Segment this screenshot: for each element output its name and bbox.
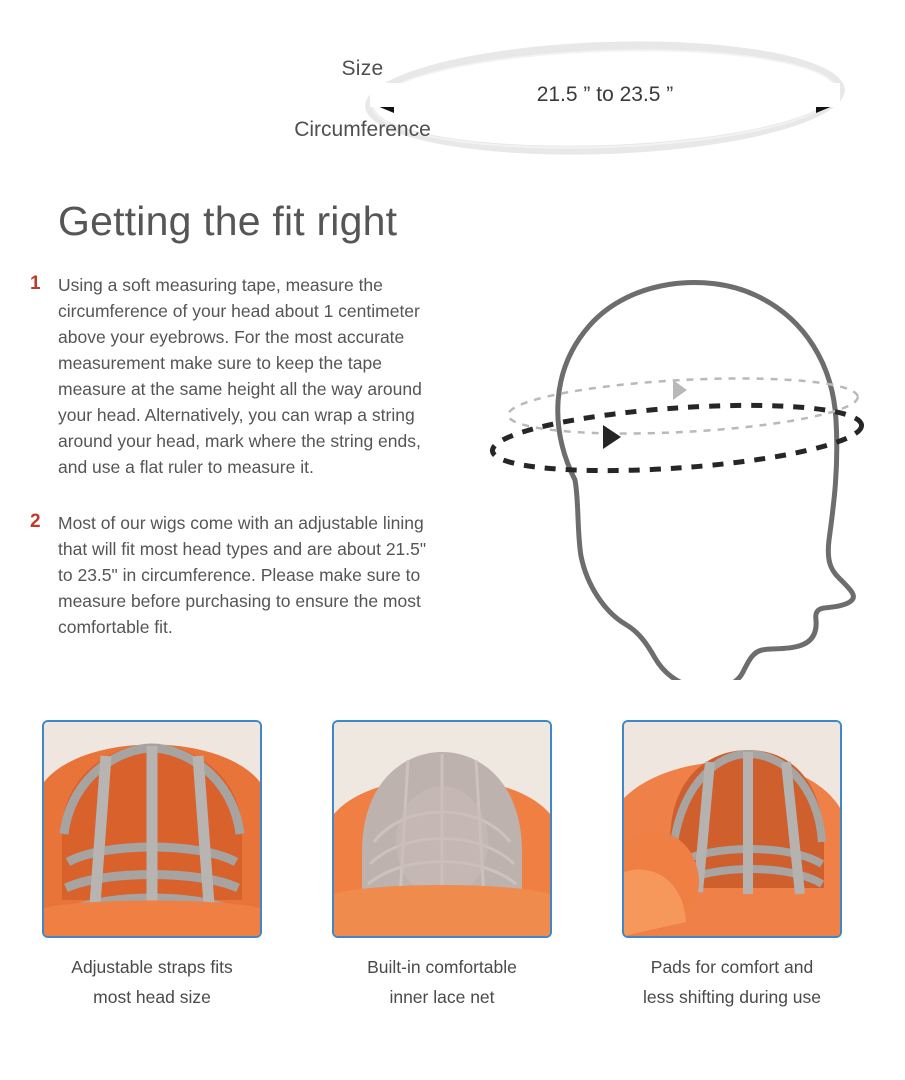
instruction-step-1 xyxy=(30,272,440,480)
measurement-arrow-row xyxy=(370,83,840,118)
feature-card xyxy=(622,720,842,1012)
circumference-label: Circumference xyxy=(294,118,431,141)
card-caption-line-1: Pads for comfort and xyxy=(650,957,814,977)
card-caption-line-2: less shifting during use xyxy=(642,987,822,1007)
tape-direction-arrow xyxy=(603,425,621,449)
wig-cap-adjustable-straps-icon xyxy=(44,722,260,936)
wig-cap-photo xyxy=(42,720,262,938)
feature-card-list xyxy=(0,720,905,1060)
wig-cap-photo xyxy=(332,720,552,938)
step-number: 1 xyxy=(30,273,41,294)
tape-guide-arrow-light xyxy=(673,380,687,400)
feature-card xyxy=(42,720,262,1012)
page-title: Getting the fit right xyxy=(58,198,398,244)
card-caption-line-2: inner lace net xyxy=(389,987,495,1007)
card-caption xyxy=(332,952,552,1012)
size-ring-section xyxy=(0,0,905,180)
fit-guide-content xyxy=(0,180,905,700)
card-caption-line-1: Built-in comfortable xyxy=(367,957,517,977)
step-text: Most of our wigs come with an adjustable lining that will fit most head types and are about 21.5" to 23.5" in circumference. Please make sure to measure before purchasing to ensure the most comfortable fit. xyxy=(58,513,427,637)
measurement-value-wrap xyxy=(370,83,840,107)
tape-measure-line xyxy=(490,395,863,481)
step-text: Using a soft measuring tape, measure the circumference of your head about 1 centimeter above your eyebrows. For the most accurate measurement make sure to keep the tape measure at the same height all the way around your head. Alternatively, you can wrap a string around your head, mark where the string ends, and use a flat ruler to measure it. xyxy=(58,275,422,477)
measurement-value: 21.5 ” to 23.5 ” xyxy=(529,83,682,106)
head-measurement-diagram xyxy=(455,180,905,680)
size-label: Size xyxy=(341,57,384,80)
card-caption-line-1: Adjustable straps fits xyxy=(71,957,233,977)
head-profile-icon xyxy=(455,180,905,680)
wig-cap-photo xyxy=(622,720,842,938)
wig-cap-comfort-pads-icon xyxy=(624,722,840,936)
instruction-step-2 xyxy=(30,510,440,640)
card-caption xyxy=(622,952,842,1012)
wig-cap-inner-lace-net-icon xyxy=(334,722,550,936)
card-caption xyxy=(42,952,262,1012)
feature-card xyxy=(332,720,552,1012)
card-caption-line-2: most head size xyxy=(93,987,211,1007)
step-number: 2 xyxy=(30,511,41,532)
